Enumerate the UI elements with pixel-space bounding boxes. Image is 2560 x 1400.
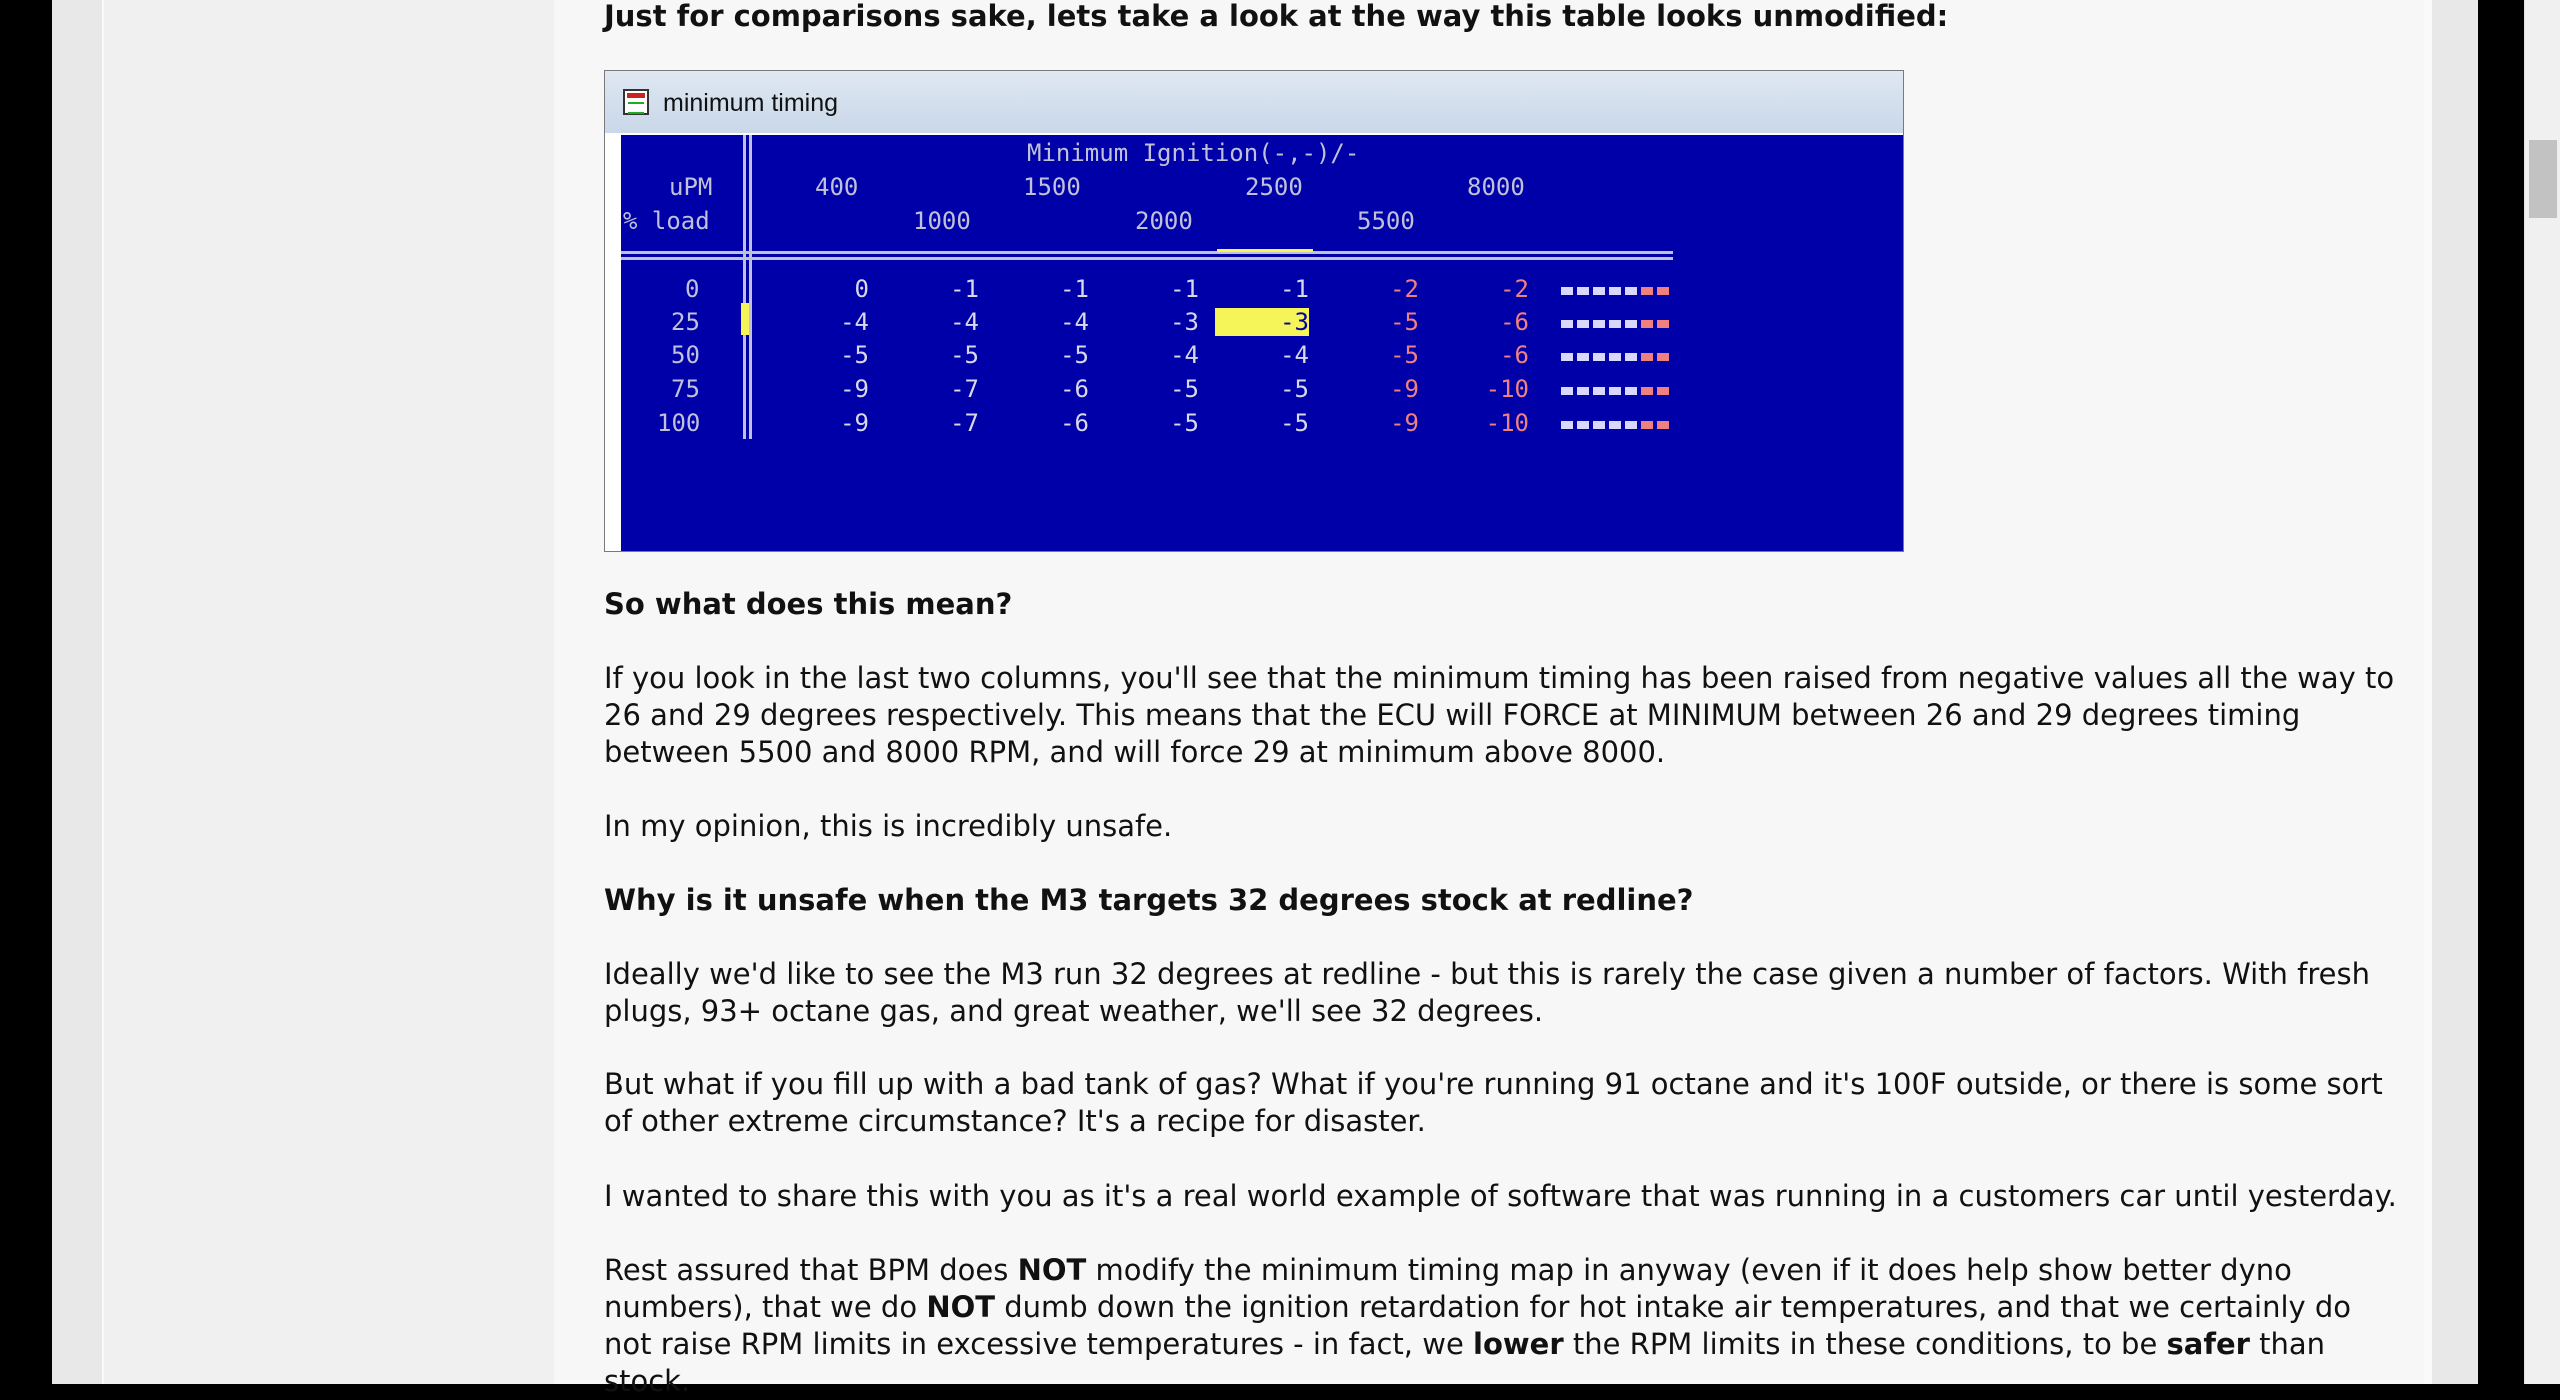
text-run: modify the minimum timing map in anyway (even if it does help show better dyno numbers), that we do [604,1253,2292,1324]
rpm-header: 400 [815,173,859,201]
rpm-header: 5500 [1357,207,1415,235]
paragraph: In my opinion, this is incredibly unsafe. [604,809,1173,843]
table-title: Minimum Ignition(-,-)/- [1027,139,1360,167]
row-indicator-bar [1561,421,1671,429]
section-heading: Why is it unsafe when the M3 targets 32 degrees stock at redline? [604,883,1694,917]
paragraph-final [604,1252,2404,1400]
scrollbar-thumb[interactable] [2529,140,2557,218]
rpm-header: 8000 [1467,173,1525,201]
column-highlight [1217,249,1313,252]
intro-heading: Just for comparisons sake, lets take a look at the way this table looks unmodified: [604,0,1949,33]
window-edge [2478,0,2524,1384]
bold-text: lower [1473,1327,1564,1361]
text-run: the RPM limits in these conditions, to be [1563,1327,2167,1361]
table-cell: -4 [950,308,979,336]
table-cell: -5 [1390,341,1419,369]
window-title: minimum timing [663,89,839,117]
table-cell: -2 [1390,275,1419,303]
table-cell: -5 [1280,375,1309,403]
row-marker [741,303,749,335]
table-cell: -5 [1280,409,1309,437]
table-cell: -1 [1280,275,1309,303]
table-cell: -4 [1170,341,1199,369]
table-cell: -6 [1500,341,1529,369]
bold-text: safer [2166,1327,2250,1361]
rpm-header: 2000 [1135,207,1193,235]
table-cell: -1 [950,275,979,303]
table-cell: -1 [1060,275,1089,303]
left-sidebar [102,0,556,1384]
table-divider [749,135,752,439]
table-cell: -6 [1500,308,1529,336]
bold-text: NOT [1017,1253,1087,1287]
row-indicator-bar [1561,320,1671,328]
table-cell: -5 [1390,308,1419,336]
text-run: dumb down the ignition retardation for hot intake air temperatures, and that we certainly do not raise RPM limits in excessive temperatures - in fact, we [604,1290,2352,1361]
table-cell: -5 [840,341,869,369]
table-cell: -4 [1280,341,1309,369]
paragraph: If you look in the last two columns, you'll see that the minimum timing has been raised from negative values all the way to 26 and 29 degrees respectively. This means that the ECU will FORCE at MINIMUM between 26 and 29 degrees timing between 5500 and 8000 RPM, and will force 29 at minimum above 8000. [604,661,2395,769]
table-cell: -9 [840,409,869,437]
table-cell: -3 [1170,308,1199,336]
row-indicator-bar [1561,353,1671,361]
paragraph: Ideally we'd like to see the M3 run 32 degrees at redline - but this is rarely the case given a number of factors. With fresh plugs, 93+ octane gas, and great weather, we'll see 32 degrees. [604,957,2370,1028]
table-cell: -3 [1215,308,1309,336]
load-label: 50 [671,341,700,369]
table-cell: -5 [1060,341,1089,369]
table-icon [623,89,649,115]
load-label: 25 [671,308,700,336]
table-cell: -5 [1170,375,1199,403]
rpm-header: 1500 [1023,173,1081,201]
text-run: than stock. [604,1327,2326,1398]
table-cell: -7 [950,409,979,437]
row-axis-label: uPM [669,173,713,201]
rpm-header: 1000 [913,207,971,235]
table-cell: -4 [1060,308,1089,336]
text-run: Rest assured that BPM does [604,1253,1018,1287]
table-cell: -7 [950,375,979,403]
table-cell: -9 [1390,375,1419,403]
table-cell: -4 [840,308,869,336]
timing-table [621,135,1903,551]
bold-text: NOT [926,1290,996,1324]
right-gutter [2424,0,2432,1384]
screenshot-image [604,70,1904,552]
paragraph: But what if you fill up with a bad tank of gas? What if you're running 91 octane and it's 100F outside, or there is some sort of other extreme circumstance? It's a recipe for disaster. [604,1067,2383,1138]
load-label: 0 [685,275,700,303]
table-cell: -5 [1170,409,1199,437]
table-cell: 0 [854,275,869,303]
window-titlebar [605,71,1903,133]
table-cell: -1 [1170,275,1199,303]
paragraph: I wanted to share this with you as it's a real world example of software that was running in a customers car until yesterday. [604,1179,2397,1213]
table-cell: -6 [1060,409,1089,437]
table-cell: -10 [1485,409,1529,437]
rpm-header: 2500 [1245,173,1303,201]
vertical-scrollbar[interactable] [2524,0,2560,1384]
table-cell: -6 [1060,375,1089,403]
table-divider [621,257,1673,260]
row-indicator-bar [1561,387,1671,395]
col-axis-label: % load [623,207,710,235]
row-indicator-bar [1561,287,1671,295]
table-cell: -5 [950,341,979,369]
table-divider [743,135,746,439]
table-divider [621,251,1673,254]
table-cell: -9 [1390,409,1419,437]
section-heading: So what does this mean? [604,587,1013,621]
load-label: 100 [657,409,701,437]
load-label: 75 [671,375,700,403]
table-cell: -2 [1500,275,1529,303]
table-cell: -10 [1485,375,1529,403]
table-cell: -9 [840,375,869,403]
